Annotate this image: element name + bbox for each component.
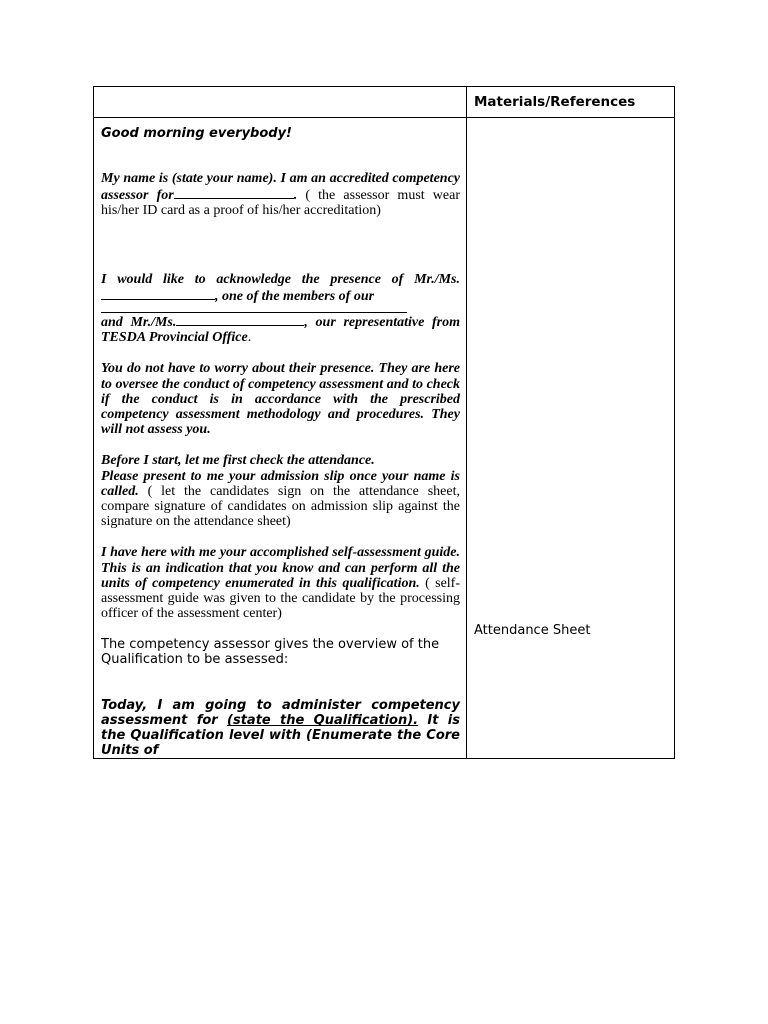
acknowledge-paragraph: [101, 272, 460, 346]
overview-paragraph: The competency assessor gives the overview of the Qualification to be assessed:: [101, 637, 440, 668]
acknowledge-text-2: , one of the members of our: [215, 288, 375, 304]
header-cell-materials: [467, 87, 675, 118]
table-header-row: [94, 87, 675, 118]
intro-text: My name is (state your name). I am an accredited competency assessor for: [101, 171, 460, 204]
attendance-note: ( let the candidates sign on the attendance sheet, compare signature of candidates on admission slip against the signature on the attendance sheet): [101, 483, 460, 530]
attendance-sheet-reference: Attendance Sheet: [474, 623, 591, 638]
qualification-placeholder: (state the Qualification).: [227, 713, 419, 729]
acknowledge-text-3: and Mr./Ms.: [101, 315, 177, 331]
self-assessment-note: ( self-assessment guide was given to the candidate by the processing officer of the assessment center): [101, 575, 461, 622]
acknowledge-text-1: I would like to acknowledge the presence of Mr./Ms.: [101, 271, 460, 287]
materials-cell: [467, 118, 675, 759]
intro-paragraph: [101, 171, 460, 219]
today-paragraph: [101, 698, 460, 758]
attendance-paragraph: [101, 453, 460, 529]
name-blank-1: [101, 287, 215, 300]
attendance-line-1: Before I start, let me first check the attendance.: [101, 453, 375, 469]
intro-period: .: [293, 188, 298, 204]
name-blank-2: [176, 313, 304, 326]
materials-references-heading: Materials/References: [474, 94, 636, 110]
qualification-blank: [174, 186, 294, 199]
script-cell: [94, 118, 467, 759]
attendance-line-2: Please present to me your admission slip once your name is called.: [101, 468, 460, 499]
assessment-script-table: [93, 86, 675, 759]
self-assessment-paragraph: [101, 545, 460, 621]
acknowledge-period: .: [247, 330, 252, 346]
greeting-text: Good morning everybody!: [101, 126, 292, 141]
header-cell-left: [94, 87, 467, 118]
intro-note: ( the assessor must wear his/her ID card as a proof of his/her accreditation): [101, 188, 460, 219]
today-text-1: Today, I am going to administer competency assessment for: [101, 698, 460, 729]
table-body-row: [94, 118, 675, 759]
self-assessment-text: I have here with me your accomplished self-assessment guide. This is an indication that you know and can perform all the units of competency enumerated in this qualification.: [101, 545, 460, 591]
today-text-2: It is the Qualification level with (Enumerate the Core Units of: [101, 713, 460, 759]
worry-paragraph: You do not have to worry about their presence. They are here to oversee the conduct of competency assessment and to check if the conduct is in accordance with the prescribed competency assessment methodology and procedures. They will not assess you.: [101, 361, 460, 438]
header-left-label: [94, 87, 466, 94]
acknowledge-text-4: , our representative from TESDA Provincial Office: [101, 315, 460, 346]
